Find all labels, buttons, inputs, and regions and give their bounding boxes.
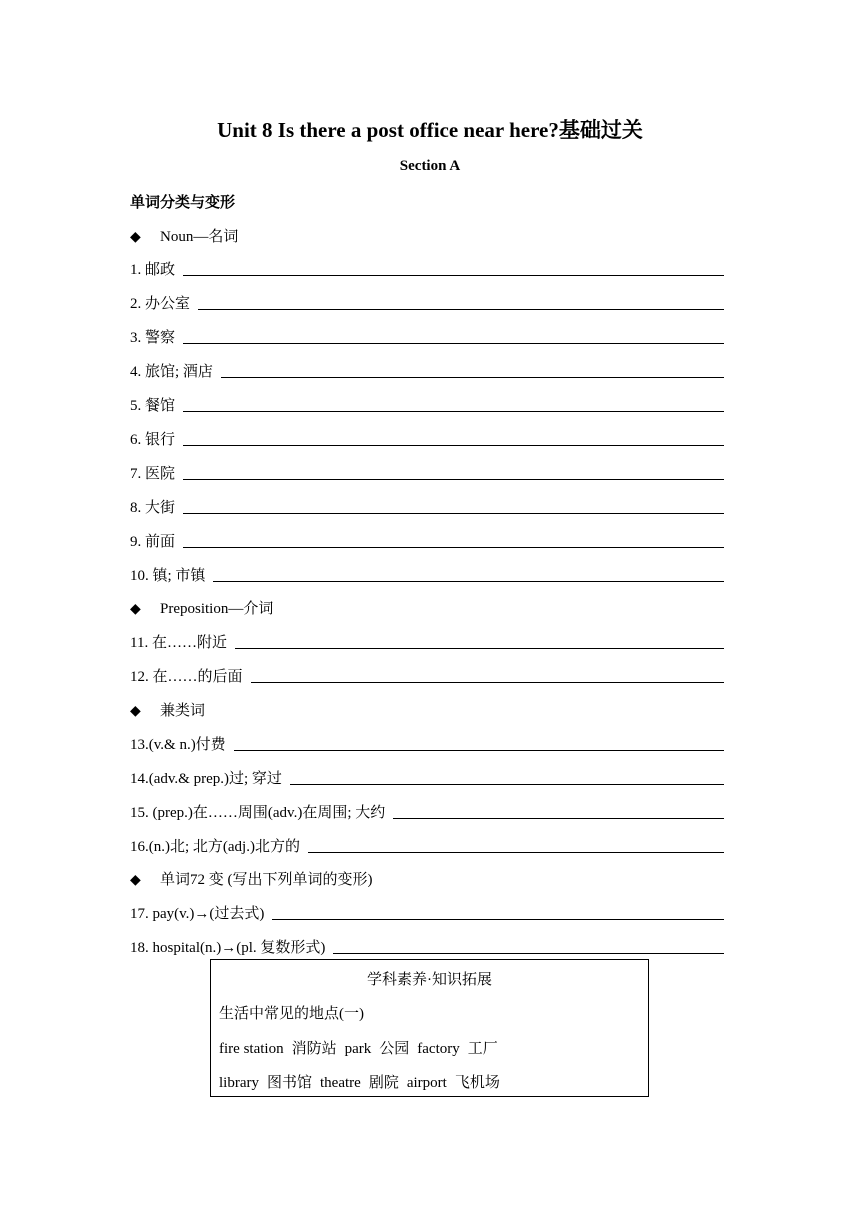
answer-blank[interactable]: [393, 804, 724, 819]
item-prompt: 12. 在……的后面: [130, 669, 243, 685]
category-word-forms: [130, 868, 373, 889]
vocab-line-2: [219, 1071, 508, 1092]
answer-blank[interactable]: [183, 465, 724, 480]
diamond-bullet-icon: ◆: [130, 601, 141, 617]
answer-blank[interactable]: [213, 567, 724, 582]
vocab-term: 公园: [379, 1041, 410, 1057]
exercise-row: [130, 665, 724, 686]
vocab-term: 消防站: [291, 1041, 337, 1057]
exercise-row: [130, 936, 724, 957]
item-prompt: 1. 邮政: [130, 262, 176, 278]
answer-blank[interactable]: [234, 736, 724, 751]
vocab-term: 剧院: [368, 1075, 399, 1091]
item-prompt: 8. 大街: [130, 500, 176, 516]
vocab-term: 飞机场: [454, 1075, 500, 1091]
item-prompt: 7. 医院: [130, 466, 176, 482]
answer-blank[interactable]: [221, 363, 724, 378]
vocab-term: park: [344, 1041, 372, 1057]
item-prompt: 14.(adv.& prep.)过; 穿过: [130, 771, 282, 787]
diamond-bullet-icon: ◆: [130, 229, 141, 245]
category-label: 单词72 变 (写出下列单词的变形): [160, 872, 373, 888]
answer-blank[interactable]: [183, 431, 724, 446]
section-title: Section A: [399, 158, 461, 174]
answer-blank[interactable]: [183, 499, 724, 514]
exercise-row: [130, 462, 724, 483]
exercise-row: [130, 258, 724, 279]
exercise-row: [130, 564, 724, 585]
box-subtitle: 生活中常见的地点(一): [219, 1006, 364, 1022]
answer-blank[interactable]: [272, 905, 724, 920]
answer-blank[interactable]: [183, 261, 724, 276]
item-prompt: 18. hospital(n.)→(pl. 复数形式): [130, 940, 326, 956]
item-prompt: 3. 警察: [130, 330, 176, 346]
answer-blank[interactable]: [235, 634, 724, 649]
item-prompt: 9. 前面: [130, 534, 176, 550]
exercise-row: [130, 631, 724, 652]
item-prompt: 2. 办公室: [130, 296, 191, 312]
exercise-row: [130, 360, 724, 381]
answer-blank[interactable]: [290, 770, 724, 785]
diamond-bullet-icon: ◆: [130, 703, 141, 719]
exercise-row: [130, 292, 724, 313]
vocab-term: fire station: [219, 1041, 284, 1057]
vocab-term: airport: [406, 1075, 447, 1091]
answer-blank[interactable]: [333, 939, 724, 954]
vocab-term: 图书馆: [266, 1075, 312, 1091]
exercise-row: [130, 801, 724, 822]
item-prompt: 16.(n.)北; 北方(adj.)北方的: [130, 839, 300, 855]
diamond-bullet-icon: ◆: [130, 872, 141, 888]
category-multi-class: [130, 699, 205, 720]
vocab-term: factory: [417, 1041, 460, 1057]
category-label: Noun—名词: [160, 229, 239, 245]
vocab-term: library: [219, 1075, 259, 1091]
exercise-row: [130, 767, 724, 788]
exercise-row: [130, 733, 724, 754]
answer-blank[interactable]: [251, 668, 724, 683]
answer-blank[interactable]: [198, 295, 724, 310]
category-label: Preposition—介词: [160, 601, 274, 617]
item-prompt: 15. (prep.)在……周围(adv.)在周围; 大约: [130, 805, 386, 821]
category-noun: [130, 225, 238, 246]
answer-blank[interactable]: [183, 397, 724, 412]
vocab-term: 工厂: [467, 1041, 498, 1057]
vocab-term: theatre: [320, 1075, 361, 1091]
item-prompt: 5. 餐馆: [130, 398, 176, 414]
exercise-row: [130, 530, 724, 551]
exercise-row: [130, 326, 724, 347]
knowledge-extension-box: [210, 959, 649, 1097]
exercise-row: [130, 496, 724, 517]
exercise-heading: 单词分类与变形: [130, 193, 236, 211]
exercise-row: [130, 428, 724, 449]
item-prompt: 11. 在……附近: [130, 635, 227, 651]
vocab-line-1: [219, 1037, 506, 1058]
category-preposition: [130, 597, 273, 618]
exercise-row: [130, 902, 724, 923]
answer-blank[interactable]: [308, 838, 724, 853]
item-prompt: 4. 旅馆; 酒店: [130, 364, 213, 380]
item-prompt: 10. 镇; 市镇: [130, 568, 206, 584]
item-prompt: 13.(v.& n.)付费: [130, 737, 226, 753]
answer-blank[interactable]: [183, 533, 724, 548]
box-title: 学科素养·知识拓展: [367, 972, 492, 988]
exercise-row: [130, 835, 724, 856]
exercise-row: [130, 394, 724, 415]
item-prompt: 17. pay(v.)→(过去式): [130, 906, 265, 922]
page-title: Unit 8 Is there a post office near here?基础过关: [217, 118, 643, 142]
category-label: 兼类词: [160, 703, 206, 719]
answer-blank[interactable]: [183, 329, 724, 344]
item-prompt: 6. 银行: [130, 432, 176, 448]
